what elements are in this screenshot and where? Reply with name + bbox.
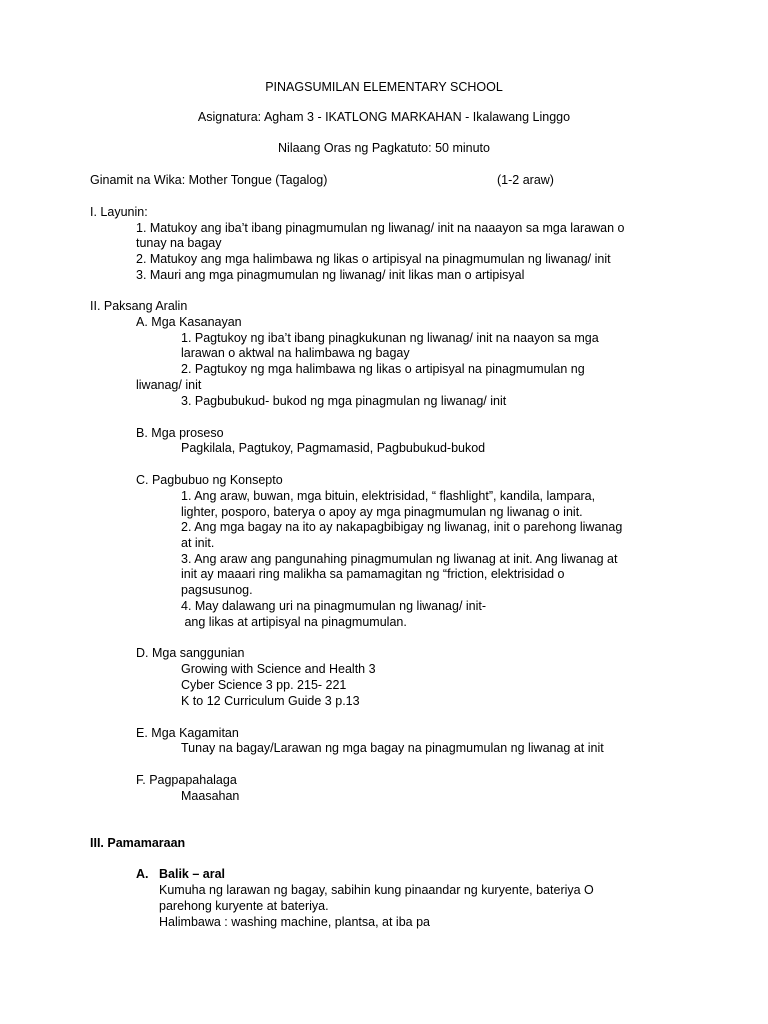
language-line: Ginamit na Wika: Mother Tongue (Tagalog) xyxy=(90,173,328,187)
kasanayan-line: 1. Pagtukoy ng iba’t ibang pinagkukunan ng liwanag/ init na naayon sa mga xyxy=(181,331,599,345)
layunin-line: 2. Matukoy ang mga halimbawa ng likas o artipisyal na pinagmumulan ng liwanag/ init xyxy=(136,252,611,266)
pagpapahalaga-heading: F. Pagpapahalaga xyxy=(136,773,237,787)
konsepto-line: init ay maaari ring malikha sa pamamagitan ng “friction, elektrisidad o xyxy=(181,567,565,581)
school-name: PINAGSUMILAN ELEMENTARY SCHOOL xyxy=(265,80,503,94)
subject-line: Asignatura: Agham 3 - IKATLONG MARKAHAN - Ikalawang Linggo xyxy=(197,110,571,124)
layunin-heading: I. Layunin: xyxy=(90,205,148,219)
pagpapahalaga-text: Maasahan xyxy=(181,789,240,803)
konsepto-line: 2. Ang mga bagay na ito ay nakapagbibigay ng liwanag, init o parehong liwanag xyxy=(181,520,623,534)
kasanayan-line: 2. Pagtukoy ng mga halimbawa ng likas o artipisyal na pinagmumulan ng xyxy=(181,362,585,376)
sanggunian-heading: D. Mga sanggunian xyxy=(136,646,245,660)
balik-heading: Balik – aral xyxy=(159,867,226,881)
pamamaraan-heading: III. Pamamaraan xyxy=(90,836,186,850)
sanggunian-line: Cyber Science 3 pp. 215- 221 xyxy=(181,678,347,692)
proseso-text: Pagkilala, Pagtukoy, Pagmamasid, Pagbubukud-bukod xyxy=(181,441,486,455)
proseso-heading: B. Mga proseso xyxy=(136,426,224,440)
kasanayan-heading: A. Mga Kasanayan xyxy=(136,315,242,329)
balik-line: Kumuha ng larawan ng bagay, sabihin kung pinaandar ng kuryente, bateriya O xyxy=(159,883,594,897)
konsepto-line: lighter, posporo, baterya o apoy ay mga pinagmumulan ng liwanag o init. xyxy=(181,505,583,519)
time-allotment: Nilaang Oras ng Pagkatuto: 50 minuto xyxy=(278,141,490,155)
kasanayan-line: 3. Pagbubukud- bukod ng mga pinagmulan ng liwanag/ init xyxy=(181,394,507,408)
balik-line: Halimbawa : washing machine, plantsa, at iba pa xyxy=(159,915,430,929)
balik-label: A. xyxy=(136,867,149,881)
layunin-line: 1. Matukoy ang iba’t ibang pinagmumulan ng liwanag/ init na naaayon sa mga larawan o xyxy=(136,221,625,235)
days-line: (1-2 araw) xyxy=(497,173,554,187)
sanggunian-line: K to 12 Curriculum Guide 3 p.13 xyxy=(181,694,360,708)
layunin-line: tunay na bagay xyxy=(136,236,222,250)
konsepto-line: 1. Ang araw, buwan, mga bituin, elektrisidad, “ flashlight”, kandila, lampara, xyxy=(181,489,596,503)
kasanayan-line: liwanag/ init xyxy=(136,378,202,392)
sanggunian-line: Growing with Science and Health 3 xyxy=(181,662,376,676)
layunin-line: 3. Mauri ang mga pinagmumulan ng liwanag/ init likas man o artipisyal xyxy=(136,268,525,282)
kagamitan-text: Tunay na bagay/Larawan ng mga bagay na pinagmumulan ng liwanag at init xyxy=(181,741,604,755)
konsepto-line: 3. Ang araw ang pangunahing pinagmumulan ng liwanag at init. Ang liwanag at xyxy=(181,552,618,566)
paksa-heading: II. Paksang Aralin xyxy=(90,299,188,313)
kagamitan-heading: E. Mga Kagamitan xyxy=(136,726,239,740)
kasanayan-line: larawan o aktwal na halimbawa ng bagay xyxy=(181,346,410,360)
konsepto-line: 4. May dalawang uri na pinagmumulan ng liwanag/ init- xyxy=(181,599,487,613)
konsepto-line: pagsusunog. xyxy=(181,583,253,597)
konsepto-line: at init. xyxy=(181,536,215,550)
konsepto-heading: C. Pagbubuo ng Konsepto xyxy=(136,473,283,487)
konsepto-line: ang likas at artipisyal na pinagmumulan. xyxy=(181,615,407,629)
balik-line: parehong kuryente at bateriya. xyxy=(159,899,329,913)
